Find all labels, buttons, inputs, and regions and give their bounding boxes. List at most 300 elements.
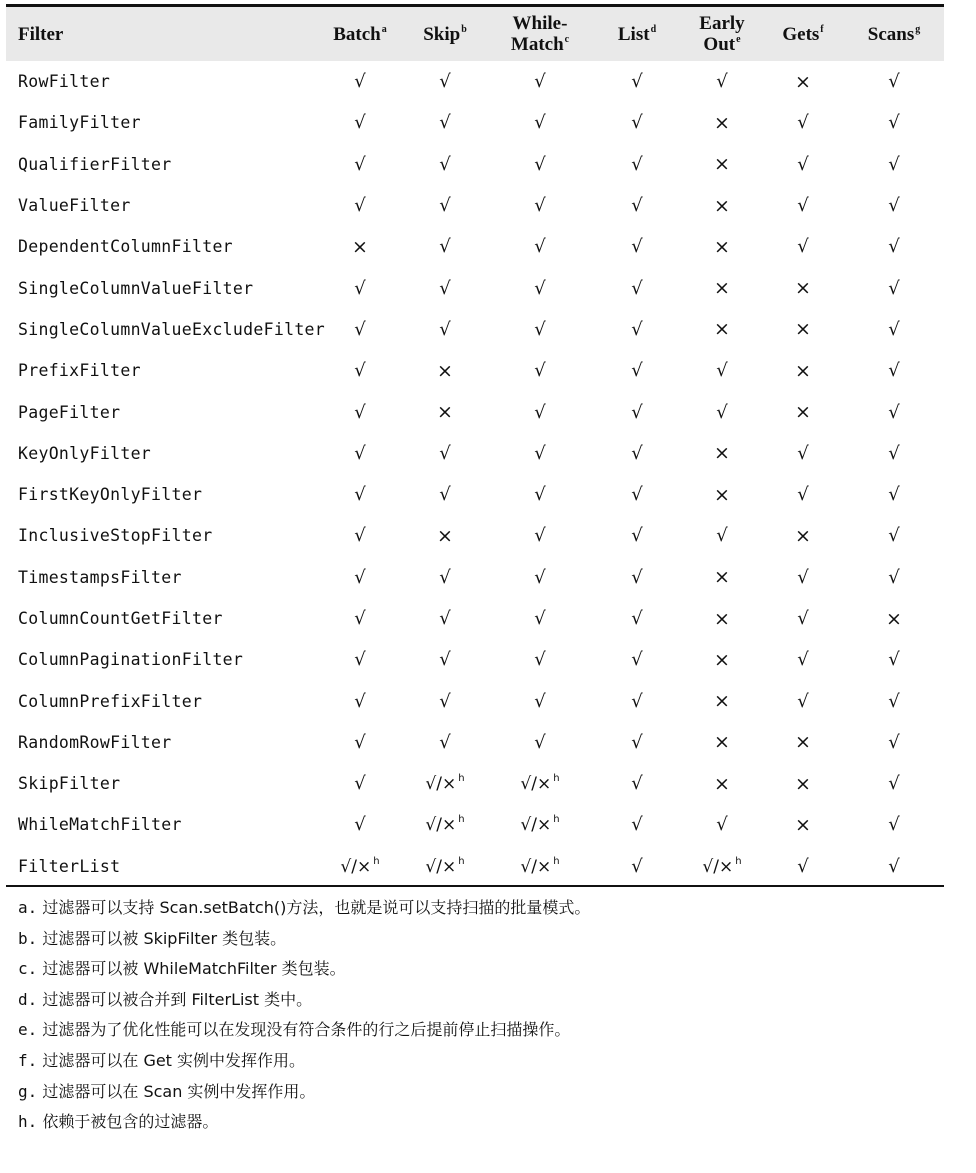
capability-cell (592, 515, 682, 556)
cross-mark-icon: × (437, 359, 453, 382)
capability-cell (592, 598, 682, 639)
filter-name-cell: ColumnPaginationFilter (18, 650, 244, 670)
column-header-scans (844, 7, 944, 61)
check-mark-icon: √ (888, 277, 900, 299)
footnote-marker: b (461, 23, 467, 35)
table-row (6, 763, 944, 804)
capability-cell (402, 804, 488, 845)
capability-cell (682, 61, 762, 102)
capability-cell (488, 309, 592, 350)
column-header-label: Out (703, 34, 736, 55)
column-header-label: Gets (782, 23, 820, 45)
check-mark-icon: √ (534, 153, 546, 175)
column-header-label: Early (699, 13, 745, 34)
capability-cell (682, 804, 762, 845)
capability-cell (402, 350, 488, 391)
table-row (6, 391, 944, 432)
capability-cell (488, 433, 592, 474)
footnote-text: 过滤器可以在 Get 实例中发挥作用。 (37, 1050, 306, 1070)
column-header-while-match (488, 7, 592, 61)
cross-mark-icon: × (714, 235, 730, 258)
check-mark-icon: √ (716, 360, 728, 382)
capability-cell (318, 226, 402, 267)
capability-cell (844, 350, 944, 391)
check-mark-icon: √ (534, 566, 546, 588)
footnote-text: 过滤器可以被合并到 FilterList 类中。 (37, 989, 313, 1009)
table-row (6, 102, 944, 143)
check-mark-icon: √ (631, 318, 643, 340)
capability-cell (318, 680, 402, 721)
footnote-item (18, 1015, 938, 1046)
filter-name-cell: ValueFilter (18, 196, 131, 216)
capability-cell (592, 433, 682, 474)
capability-cell (318, 722, 402, 763)
capability-cell (488, 267, 592, 308)
check-mark-icon: √ (631, 731, 643, 753)
footnote-marker: h (373, 855, 380, 867)
capability-cell (592, 144, 682, 185)
check-or-cross-mark: √/× $^h$ (340, 855, 380, 877)
capability-cell (318, 474, 402, 515)
filter-capability-table (6, 7, 944, 887)
table-row (6, 557, 944, 598)
table-row (6, 846, 944, 887)
footnote-text: 过滤器可以支持 Scan.setBatch()方法，也就是说可以支持扫描的批量模式。 (37, 898, 591, 917)
filter-name-cell: SkipFilter (18, 774, 121, 794)
column-header-filter (6, 7, 318, 61)
capability-cell (592, 846, 682, 887)
footnote-item (18, 893, 938, 924)
check-or-cross-mark: √/× $^h$ (520, 855, 560, 877)
check-mark-icon: √ (354, 484, 366, 506)
check-mark-icon: √ (354, 360, 366, 382)
capability-cell (844, 722, 944, 763)
capability-cell (762, 226, 844, 267)
check-mark-icon: √ (439, 112, 451, 134)
check-mark-icon: √ (534, 731, 546, 753)
capability-cell (682, 267, 762, 308)
capability-cell (318, 763, 402, 804)
check-mark-icon: √ (534, 360, 546, 382)
capability-cell (488, 763, 592, 804)
capability-cell (762, 350, 844, 391)
footnote-item (18, 1107, 938, 1138)
filter-name-cell: QualifierFilter (18, 154, 172, 174)
capability-cell (488, 391, 592, 432)
capability-cell (844, 846, 944, 887)
capability-cell (402, 557, 488, 598)
table-bottom-rule (6, 885, 944, 887)
filter-name-cell: InclusiveStopFilter (18, 526, 213, 546)
check-mark-icon: √ (354, 566, 366, 588)
check-mark-icon: √ (354, 649, 366, 671)
check-mark-icon: √ (439, 690, 451, 712)
capability-cell (762, 185, 844, 226)
capability-cell (844, 391, 944, 432)
check-or-cross-mark: √/× $^h$ (425, 855, 465, 877)
check-mark-icon: √ (797, 195, 809, 217)
capability-cell (488, 226, 592, 267)
capability-cell (592, 226, 682, 267)
check-mark-icon: √ (354, 112, 366, 134)
check-mark-icon: √ (716, 71, 728, 93)
capability-cell (488, 350, 592, 391)
check-mark-icon: √ (354, 690, 366, 712)
check-mark-icon: √ (888, 855, 900, 877)
check-mark-icon: √ (631, 195, 643, 217)
capability-cell (592, 185, 682, 226)
capability-cell (318, 391, 402, 432)
check-mark-icon: √ (534, 484, 546, 506)
table-header-row (6, 7, 944, 61)
capability-cell (762, 557, 844, 598)
capability-cell (682, 722, 762, 763)
filter-name-cell: TimestampsFilter (18, 567, 182, 587)
filter-name-cell: DependentColumnFilter (18, 237, 233, 257)
capability-cell (682, 102, 762, 143)
capability-cell (318, 144, 402, 185)
cross-mark-icon: × (795, 731, 811, 754)
check-mark-icon: √ (439, 731, 451, 753)
check-mark-icon: √ (631, 360, 643, 382)
footnote-marker: h (553, 814, 560, 826)
capability-cell (402, 598, 488, 639)
check-mark-icon: √ (439, 71, 451, 93)
check-mark-icon: √ (631, 649, 643, 671)
capability-cell (762, 61, 844, 102)
check-or-cross-mark: √/× $^h$ (520, 814, 560, 836)
capability-cell (488, 144, 592, 185)
footnote-text: 过滤器可以被 SkipFilter 类包装。 (37, 928, 287, 948)
capability-cell (844, 680, 944, 721)
column-header-label: Skip (423, 23, 461, 45)
check-mark-icon: √ (534, 112, 546, 134)
check-mark-icon: √ (534, 195, 546, 217)
filter-name-cell: KeyOnlyFilter (18, 443, 152, 463)
cross-mark-icon: × (886, 607, 902, 630)
capability-cell (682, 433, 762, 474)
check-mark-icon: √ (797, 566, 809, 588)
check-or-cross-mark: √/× $^h$ (702, 855, 742, 877)
check-mark-icon: √ (797, 649, 809, 671)
capability-cell (488, 598, 592, 639)
footnote-marker: h (735, 855, 742, 867)
capability-cell (592, 309, 682, 350)
check-mark-icon: √ (439, 236, 451, 258)
capability-cell (762, 639, 844, 680)
column-header-label: Scans (867, 23, 915, 45)
cross-mark-icon: × (795, 401, 811, 424)
check-mark-icon: √ (797, 153, 809, 175)
capability-cell (318, 350, 402, 391)
footnote-item (18, 1077, 938, 1108)
check-mark-icon: √ (888, 442, 900, 464)
filter-name-cell: PageFilter (18, 402, 121, 422)
check-mark-icon: √ (888, 318, 900, 340)
column-header-early-out (682, 7, 762, 61)
capability-cell (318, 515, 402, 556)
check-mark-icon: √ (534, 649, 546, 671)
footnote-text: 过滤器可以被 WhileMatchFilter 类包装。 (37, 959, 346, 979)
capability-cell (402, 309, 488, 350)
capability-cell (318, 598, 402, 639)
capability-cell (762, 144, 844, 185)
check-mark-icon: √ (439, 608, 451, 629)
footnote-letter: e. (18, 1020, 38, 1040)
cross-mark-icon: × (714, 731, 730, 754)
footnote-marker: h (458, 855, 465, 867)
capability-cell (592, 557, 682, 598)
capability-cell (488, 102, 592, 143)
check-mark-icon: √ (354, 318, 366, 340)
capability-cell (844, 433, 944, 474)
cross-mark-icon: × (714, 648, 730, 671)
cross-mark-icon: × (714, 111, 730, 134)
capability-cell (488, 846, 592, 887)
check-mark-icon: √ (439, 277, 451, 299)
check-mark-icon: √ (888, 71, 900, 93)
column-header-label: Filter (18, 23, 64, 45)
capability-cell (488, 680, 592, 721)
check-mark-icon: √ (354, 814, 366, 836)
check-mark-icon: √ (797, 690, 809, 712)
table-row (6, 680, 944, 721)
check-mark-icon: √ (439, 484, 451, 506)
cross-mark-icon: × (714, 194, 730, 217)
footnote-item (18, 924, 938, 955)
capability-cell (682, 680, 762, 721)
column-header-list (592, 7, 682, 61)
capability-cell (402, 144, 488, 185)
capability-cell (592, 804, 682, 845)
table-row (6, 639, 944, 680)
check-mark-icon: √ (354, 277, 366, 299)
capability-cell (844, 763, 944, 804)
footnote-text: 过滤器可以在 Scan 实例中发挥作用。 (37, 1081, 316, 1101)
check-mark-icon: √ (631, 442, 643, 464)
filter-name-cell: RandomRowFilter (18, 732, 172, 752)
capability-cell (844, 639, 944, 680)
footnote-letter: a. (18, 898, 38, 917)
cross-mark-icon: × (795, 277, 811, 300)
check-mark-icon: √ (888, 566, 900, 588)
capability-cell (762, 846, 844, 887)
capability-cell (592, 61, 682, 102)
capability-cell (844, 61, 944, 102)
capability-cell (592, 391, 682, 432)
table-row (6, 185, 944, 226)
capability-cell (844, 267, 944, 308)
check-mark-icon: √ (534, 277, 546, 299)
capability-cell (318, 309, 402, 350)
capability-cell (844, 474, 944, 515)
capability-cell (844, 144, 944, 185)
footnote-letter: g. (18, 1081, 38, 1101)
cross-mark-icon: × (714, 153, 730, 176)
check-mark-icon: √ (354, 153, 366, 175)
check-mark-icon: √ (631, 153, 643, 175)
capability-cell (402, 185, 488, 226)
column-header-skip (402, 7, 488, 61)
table-row (6, 474, 944, 515)
check-mark-icon: √ (888, 690, 900, 712)
capability-cell (592, 680, 682, 721)
capability-cell (682, 309, 762, 350)
check-mark-icon: √ (631, 484, 643, 506)
footnote-letter: d. (18, 989, 38, 1009)
capability-cell (402, 433, 488, 474)
capability-cell (402, 61, 488, 102)
capability-cell (592, 350, 682, 391)
check-mark-icon: √ (888, 773, 900, 795)
capability-cell (318, 557, 402, 598)
capability-cell (402, 102, 488, 143)
capability-cell (488, 804, 592, 845)
filter-name-cell: ColumnCountGetFilter (18, 609, 223, 628)
table-row (6, 144, 944, 185)
capability-cell (592, 102, 682, 143)
column-header-gets (762, 7, 844, 61)
capability-cell (488, 61, 592, 102)
filter-name-cell: FirstKeyOnlyFilter (18, 485, 203, 505)
capability-cell (402, 722, 488, 763)
capability-cell (488, 515, 592, 556)
capability-cell (762, 598, 844, 639)
check-mark-icon: √ (439, 566, 451, 588)
capability-cell (592, 474, 682, 515)
capability-cell (318, 102, 402, 143)
check-mark-icon: √ (888, 236, 900, 258)
check-mark-icon: √ (631, 277, 643, 299)
footnote-marker: f (820, 23, 824, 35)
check-mark-icon: √ (888, 401, 900, 423)
filter-name-cell: FamilyFilter (18, 113, 141, 133)
check-mark-icon: √ (797, 855, 809, 877)
capability-cell (592, 639, 682, 680)
check-mark-icon: √ (888, 649, 900, 671)
check-mark-icon: √ (797, 608, 809, 629)
capability-cell (844, 515, 944, 556)
table-row (6, 226, 944, 267)
check-mark-icon: √ (354, 731, 366, 753)
capability-cell (682, 185, 762, 226)
capability-cell (762, 474, 844, 515)
cross-mark-icon: × (795, 359, 811, 382)
capability-cell (318, 61, 402, 102)
cross-mark-icon: × (795, 318, 811, 341)
check-mark-icon: √ (888, 731, 900, 753)
capability-cell (402, 226, 488, 267)
column-header-label: Batch (333, 23, 381, 45)
table-row (6, 61, 944, 102)
footnote-letter: h. (18, 1112, 38, 1132)
capability-cell (592, 267, 682, 308)
cross-mark-icon: × (795, 813, 811, 836)
check-mark-icon: √ (797, 484, 809, 506)
filter-name-cell: RowFilter (18, 72, 111, 92)
table-row (6, 598, 944, 639)
filter-name-cell: SingleColumnValueExcludeFilter (18, 319, 326, 339)
capability-cell (592, 722, 682, 763)
check-or-cross-mark: √/× $^h$ (520, 773, 560, 795)
footnote-marker: h (553, 773, 560, 785)
table-body (6, 61, 944, 887)
capability-cell (844, 185, 944, 226)
capability-cell (318, 804, 402, 845)
table-row (6, 309, 944, 350)
check-mark-icon: √ (534, 442, 546, 464)
capability-cell (682, 350, 762, 391)
capability-cell (844, 598, 944, 639)
capability-cell (844, 102, 944, 143)
check-mark-icon: √ (354, 442, 366, 464)
capability-cell (318, 639, 402, 680)
footnote-marker: g (915, 23, 921, 35)
capability-cell (682, 226, 762, 267)
capability-cell (682, 391, 762, 432)
check-mark-icon: √ (439, 318, 451, 340)
check-mark-icon: √ (534, 608, 546, 629)
footnote-text: 过滤器为了优化性能可以在发现没有符合条件的行之后提前停止扫描操作。 (37, 1020, 571, 1040)
table-row (6, 267, 944, 308)
capability-cell (844, 804, 944, 845)
check-mark-icon: √ (631, 855, 643, 877)
check-mark-icon: √ (354, 195, 366, 217)
capability-cell (488, 557, 592, 598)
footnote-item (18, 985, 938, 1016)
cross-mark-icon: × (714, 483, 730, 506)
column-header-label: While-Match (510, 13, 568, 55)
check-mark-icon: √ (631, 773, 643, 795)
check-mark-icon: √ (888, 484, 900, 506)
check-mark-icon: √ (354, 71, 366, 93)
cross-mark-icon: × (795, 524, 811, 547)
capability-cell (844, 226, 944, 267)
capability-cell (682, 144, 762, 185)
check-mark-icon: √ (631, 112, 643, 134)
check-mark-icon: √ (534, 690, 546, 712)
capability-cell (762, 515, 844, 556)
cross-mark-icon: × (714, 277, 730, 300)
cross-mark-icon: × (795, 70, 811, 93)
check-mark-icon: √ (888, 814, 900, 836)
check-mark-icon: √ (439, 195, 451, 217)
capability-cell (844, 309, 944, 350)
filter-name-cell: WhileMatchFilter (18, 815, 182, 835)
cross-mark-icon: × (714, 772, 730, 795)
capability-cell (682, 515, 762, 556)
filter-name-cell: PrefixFilter (18, 361, 141, 381)
check-mark-icon: √ (716, 814, 728, 836)
capability-cell (488, 722, 592, 763)
check-mark-icon: √ (354, 773, 366, 795)
capability-cell (762, 763, 844, 804)
cross-mark-icon: × (714, 318, 730, 341)
footnote-marker: e (736, 34, 741, 45)
column-header-batch (318, 7, 402, 61)
capability-cell (488, 639, 592, 680)
footnote-marker: h (458, 814, 465, 826)
check-mark-icon: √ (888, 195, 900, 217)
footnote-marker: h (458, 773, 465, 785)
cross-mark-icon: × (437, 524, 453, 547)
check-mark-icon: √ (534, 401, 546, 423)
check-mark-icon: √ (354, 525, 366, 547)
check-mark-icon: √ (439, 442, 451, 464)
capability-cell (762, 309, 844, 350)
capability-cell (402, 680, 488, 721)
check-mark-icon: √ (439, 649, 451, 671)
